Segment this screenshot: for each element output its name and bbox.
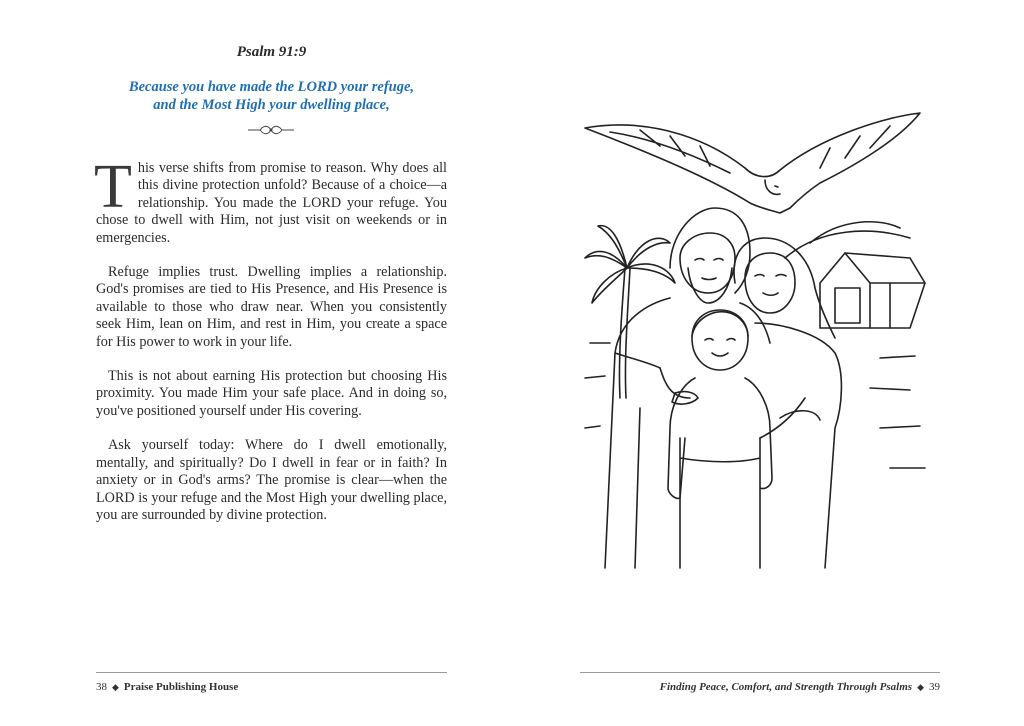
family-dove-illustration	[580, 108, 930, 578]
page-number: 38	[96, 681, 107, 693]
paragraph-1: This verse shifts from promise to reason. Why does all this divine protection unfold? Because of a choice—a relationship. You made the LORD your refuge. You chose to dwell with Him, not just visit on weekends or in emergencies.	[94, 153, 447, 246]
page-number: 39	[929, 681, 940, 693]
ornament-divider-icon	[246, 124, 296, 136]
footer-rule	[96, 672, 447, 673]
child-figure	[668, 310, 772, 568]
verse-text	[96, 78, 447, 114]
mother-figure	[734, 238, 841, 568]
left-footer	[96, 681, 238, 693]
tent-icon	[820, 253, 925, 328]
paragraph-3: This is not about earning His protection but choosing His proximity. You made Him your safe place. And in doing so, you've positioned yourself under His covering.	[96, 368, 447, 419]
body-text	[94, 153, 447, 541]
diamond-icon: ◆	[917, 682, 924, 692]
dove-icon	[585, 113, 920, 213]
book-title: Finding Peace, Comfort, and Strength Through Psalms	[659, 681, 913, 693]
drop-cap: T	[94, 153, 132, 221]
verse-line-1: Because you have made the LORD your refuge,	[128, 79, 415, 95]
footer-rule	[580, 672, 940, 673]
diamond-icon: ◆	[112, 682, 119, 692]
publisher-name: Praise Publishing House	[123, 681, 239, 693]
right-footer	[580, 681, 940, 693]
ground-lines	[585, 343, 925, 468]
paragraph-4: Ask yourself today: Where do I dwell emotionally, mentally, and spiritually? Do I dwell in fear or in faith? In anxiety or in God's arms? The promise is clear—when the LORD is your refuge and the Most High your dwelling place, you are surrounded by divine protection.	[96, 437, 447, 523]
verse-line-2: and the Most High your dwelling place,	[153, 97, 390, 113]
paragraph-2: Refuge implies trust. Dwelling implies a relationship. God's promises are tied to His Presence, and His Presence is available to those who draw near. When you consistently seek Him, lean on Him, and rest in Him, you create a space for His power to work in your life.	[96, 264, 447, 350]
verse-reference: Psalm 91:9	[236, 44, 307, 60]
